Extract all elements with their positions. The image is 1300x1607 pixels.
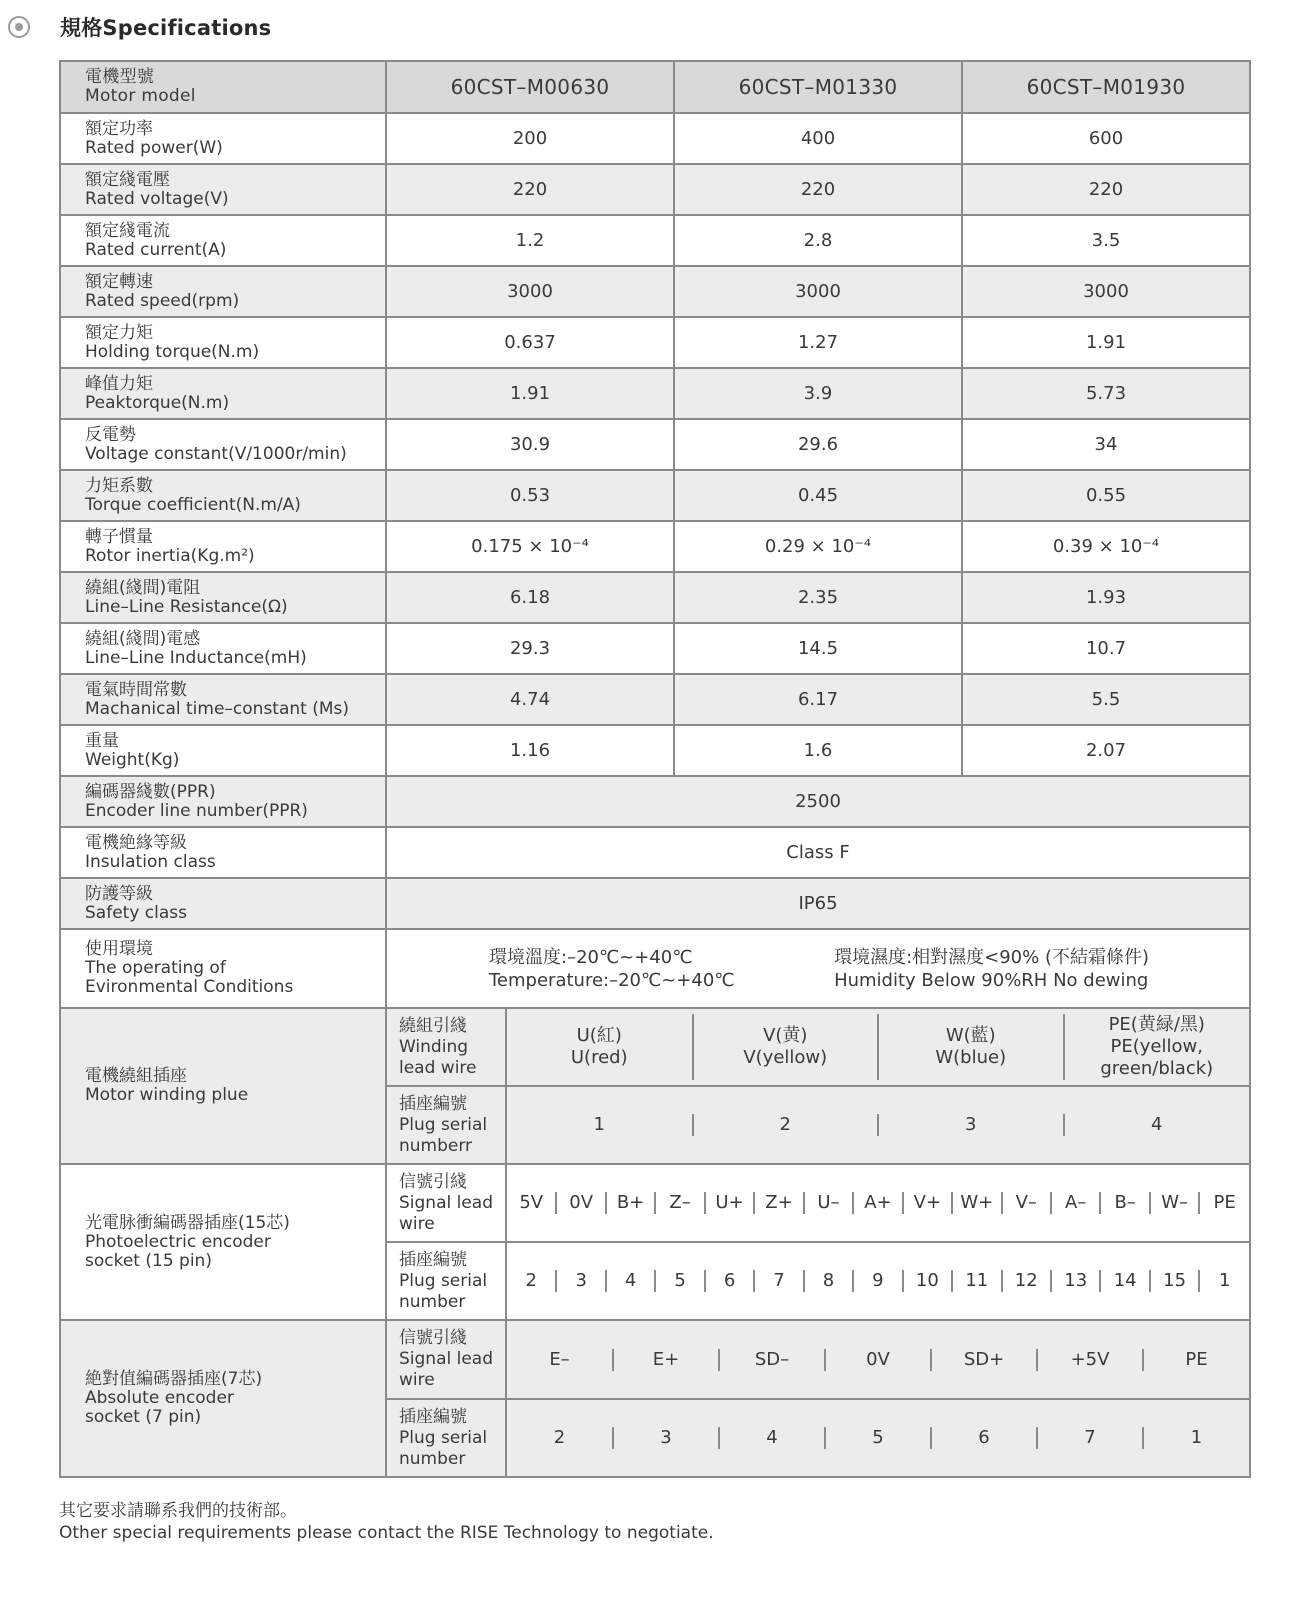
value-cell: 220 [962, 164, 1250, 215]
connector-cell: 4 [719, 1427, 825, 1449]
connector-cell: 5 [825, 1427, 931, 1449]
connector-cell: V(黄) V(yellow) [693, 1014, 879, 1080]
value-cell: 10.7 [962, 623, 1250, 674]
row-label: 重量 Weight(Kg) [60, 725, 386, 776]
value-cell: 6.18 [386, 572, 674, 623]
value-cell: 0.29 × 10⁻⁴ [674, 521, 962, 572]
value-cell: 4.74 [386, 674, 674, 725]
value-cell: 200 [386, 113, 674, 164]
connector-cell: A– [1051, 1192, 1100, 1214]
table-row [60, 929, 1250, 1008]
value-cell: IP65 [386, 878, 1250, 929]
connector-cell: A+ [853, 1192, 902, 1214]
table-row [60, 827, 1250, 878]
connector-cell: 1 [1199, 1270, 1249, 1292]
connector-cell: B+ [606, 1192, 655, 1214]
value-cell: 1.91 [386, 368, 674, 419]
row-label: 額定轉速 Rated speed(rpm) [60, 266, 386, 317]
value-cell: 1.91 [962, 317, 1250, 368]
row-label: 防護等級 Safety class [60, 878, 386, 929]
row-label: 峰值力矩 Peaktorque(N.m) [60, 368, 386, 419]
wire-cells [506, 1008, 1250, 1086]
value-cell: 29.6 [674, 419, 962, 470]
connector-cell: PE [1143, 1349, 1249, 1371]
connector-cell: 15 [1150, 1270, 1199, 1292]
connector-cell: PE(黄緑/黑) PE(yellow, green/black) [1064, 1014, 1250, 1080]
signal-cells [506, 1320, 1250, 1399]
table-row [60, 623, 1250, 674]
table-row [60, 776, 1250, 827]
table-row [60, 725, 1250, 776]
footer-note: 其它要求請聯系我們的技術部。 Other special requirements please contact the RISE Technology to negotiate. [59, 1501, 714, 1543]
value-cell: 1.27 [674, 317, 962, 368]
value-cell: 2500 [386, 776, 1250, 827]
connector-cell: 2 [507, 1270, 556, 1292]
table-row [60, 317, 1250, 368]
table-header-row [60, 61, 1250, 113]
connector-cell: E– [507, 1349, 613, 1371]
connector-table [59, 1007, 1251, 1478]
value-cell: 1.6 [674, 725, 962, 776]
value-cell: 220 [386, 164, 674, 215]
value-cell: 400 [674, 113, 962, 164]
connector-cell: E+ [613, 1349, 719, 1371]
connector-cell: +5V [1037, 1349, 1143, 1371]
value-cell: 3.9 [674, 368, 962, 419]
table-row [60, 266, 1250, 317]
value-cell: 220 [674, 164, 962, 215]
value-cell: 0.45 [674, 470, 962, 521]
row-label: 轉子慣量 Rotor inertia(Kg.m²) [60, 521, 386, 572]
value-cell: 0.55 [962, 470, 1250, 521]
table-row [60, 1320, 1250, 1399]
table-row [60, 164, 1250, 215]
connector-cell: SD– [719, 1349, 825, 1371]
pin-cells [506, 1242, 1250, 1320]
table-row [60, 215, 1250, 266]
row-label: 反電勢 Voltage constant(V/1000r/min) [60, 419, 386, 470]
environment-cell: 環境溫度:–20℃~+40℃ Temperature:–20℃~+40℃ 環境濕度:相對濕度<90% (不結霜條件) Humidity Below 90%RH No dewing [386, 929, 1250, 1008]
table-row [60, 521, 1250, 572]
connector-cell: 0V [556, 1192, 605, 1214]
sub-label: 信號引綫 Signal lead wire [386, 1320, 506, 1399]
row-label: 額定力矩 Holding torque(N.m) [60, 317, 386, 368]
connector-cell: B– [1100, 1192, 1149, 1214]
connector-cell: 4 [1064, 1114, 1250, 1136]
value-cell: 1.2 [386, 215, 674, 266]
connector-cell: 1 [507, 1114, 693, 1136]
value-cell: 2.35 [674, 572, 962, 623]
sub-label: 插座編號 Plug serial number [386, 1399, 506, 1477]
value-cell: 2.8 [674, 215, 962, 266]
row-label: 額定功率 Rated power(W) [60, 113, 386, 164]
connector-cell: Z+ [754, 1192, 803, 1214]
connector-cell: V– [1002, 1192, 1051, 1214]
connector-cell: 12 [1002, 1270, 1051, 1292]
connector-cell: 5V [507, 1192, 556, 1214]
row-label: 繞組(綫間)電阻 Line–Line Resistance(Ω) [60, 572, 386, 623]
connector-cell: 7 [1037, 1427, 1143, 1449]
section-header [8, 12, 271, 42]
connector-cell: 6 [931, 1427, 1037, 1449]
row-label: 繞組(綫間)電感 Line–Line Inductance(mH) [60, 623, 386, 674]
value-cell: 1.93 [962, 572, 1250, 623]
sub-label: 插座編號 Plug serial number [386, 1242, 506, 1320]
connector-cell: 3 [613, 1427, 719, 1449]
value-cell: 0.53 [386, 470, 674, 521]
value-cell: 3000 [386, 266, 674, 317]
row-label: 光電脉衝編碼器插座(15芯) Photoelectric encoder socket (15 pin) [60, 1164, 386, 1320]
row-label: 電機型號 Motor model [60, 61, 386, 113]
table-row [60, 674, 1250, 725]
table-row [60, 368, 1250, 419]
row-label: 電機絶緣等級 Insulation class [60, 827, 386, 878]
connector-cell: 1 [1143, 1427, 1249, 1449]
connector-cell: 3 [878, 1114, 1064, 1136]
row-label: 電機繞組插座 Motor winding plue [60, 1008, 386, 1164]
model-header: 60CST–M01330 [674, 61, 962, 113]
connector-cell: 7 [754, 1270, 803, 1292]
pin-cells [506, 1086, 1250, 1164]
connector-cell: V+ [903, 1192, 952, 1214]
value-cell: 3000 [674, 266, 962, 317]
value-cell: 6.17 [674, 674, 962, 725]
value-cell: 1.16 [386, 725, 674, 776]
connector-cell: W– [1150, 1192, 1199, 1214]
connector-cell: U+ [705, 1192, 754, 1214]
connector-cell: W+ [952, 1192, 1001, 1214]
pin-cells [506, 1399, 1250, 1477]
table-row [60, 1008, 1250, 1086]
connector-cell: U– [804, 1192, 853, 1214]
value-cell: 3000 [962, 266, 1250, 317]
value-cell: 0.637 [386, 317, 674, 368]
signal-cells [506, 1164, 1250, 1242]
value-cell: 34 [962, 419, 1250, 470]
value-cell: 2.07 [962, 725, 1250, 776]
sub-label: 繞組引綫 Winding lead wire [386, 1008, 506, 1086]
table-row [60, 113, 1250, 164]
sub-label: 插座編號 Plug serial numberr [386, 1086, 506, 1164]
value-cell: Class F [386, 827, 1250, 878]
specifications-table-container [59, 60, 1249, 1478]
row-label: 額定綫電流 Rated current(A) [60, 215, 386, 266]
connector-cell: W(藍) W(blue) [878, 1014, 1064, 1080]
row-label: 編碼器綫數(PPR) Encoder line number(PPR) [60, 776, 386, 827]
connector-cell: U(紅) U(red) [507, 1014, 693, 1080]
connector-cell: 4 [606, 1270, 655, 1292]
value-cell: 30.9 [386, 419, 674, 470]
model-header: 60CST–M01930 [962, 61, 1250, 113]
value-cell: 29.3 [386, 623, 674, 674]
table-row [60, 878, 1250, 929]
connector-cell: 2 [693, 1114, 879, 1136]
radio-bullet-icon [8, 16, 30, 38]
connector-cell: 9 [853, 1270, 902, 1292]
row-label: 電氣時間常數 Machanical time–constant (Ms) [60, 674, 386, 725]
specifications-table [59, 60, 1251, 1009]
table-row [60, 572, 1250, 623]
connector-cell: 11 [952, 1270, 1001, 1292]
connector-cell: SD+ [931, 1349, 1037, 1371]
value-cell: 3.5 [962, 215, 1250, 266]
connector-cell: Z– [655, 1192, 704, 1214]
value-cell: 0.39 × 10⁻⁴ [962, 521, 1250, 572]
connector-cell: 2 [507, 1427, 613, 1449]
connector-cell: 5 [655, 1270, 704, 1292]
row-label: 力矩系數 Torque coefficient(N.m/A) [60, 470, 386, 521]
sub-label: 信號引綫 Signal lead wire [386, 1164, 506, 1242]
value-cell: 600 [962, 113, 1250, 164]
value-cell: 5.73 [962, 368, 1250, 419]
table-row [60, 1164, 1250, 1242]
table-row [60, 470, 1250, 521]
connector-cell: 0V [825, 1349, 931, 1371]
value-cell: 0.175 × 10⁻⁴ [386, 521, 674, 572]
row-label: 絶對值編碼器插座(7芯) Absolute encoder socket (7 pin) [60, 1320, 386, 1477]
page-title: 規格Specifications [60, 16, 272, 40]
connector-cell: 14 [1100, 1270, 1149, 1292]
value-cell: 14.5 [674, 623, 962, 674]
connector-cell: 10 [903, 1270, 952, 1292]
connector-cell: 8 [804, 1270, 853, 1292]
model-header: 60CST–M00630 [386, 61, 674, 113]
table-row [60, 419, 1250, 470]
connector-cell: 13 [1051, 1270, 1100, 1292]
connector-cell: 3 [556, 1270, 605, 1292]
row-label: 使用環境 The operating of Evironmental Conditions [60, 929, 386, 1008]
connector-cell: 6 [705, 1270, 754, 1292]
connector-cell: PE [1199, 1192, 1249, 1214]
value-cell: 5.5 [962, 674, 1250, 725]
row-label: 額定綫電壓 Rated voltage(V) [60, 164, 386, 215]
